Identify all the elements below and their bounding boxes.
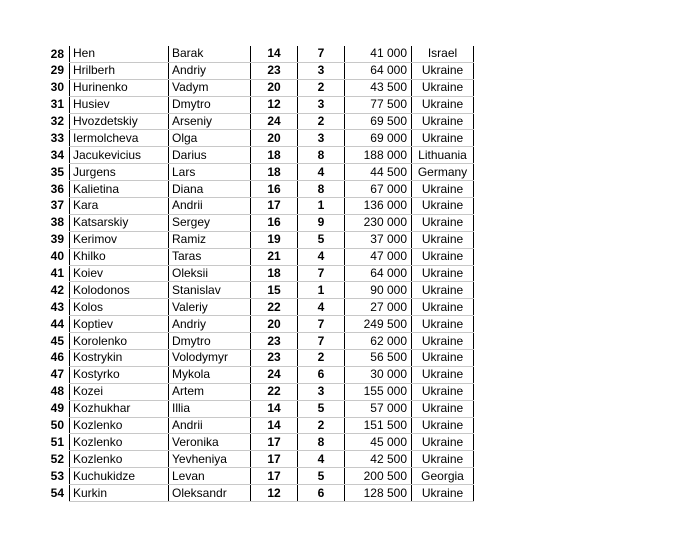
score-b-cell: 7 [298,265,345,282]
amount-cell: 64 000 [345,62,412,79]
amount-cell: 56 500 [345,350,412,367]
table-row [40,113,474,130]
country-cell: Ukraine [412,383,474,400]
amount-cell: 249 500 [345,316,412,333]
table-row [40,130,474,147]
country-cell: Ukraine [412,400,474,417]
row-number: 34 [50,147,64,162]
last-name-cell: Kostyrko [70,366,169,383]
amount-cell: 136 000 [345,198,412,215]
first-name-cell: Mykola [169,366,251,383]
last-name-cell: Hurinenko [70,79,169,96]
score-a-cell: 18 [251,147,298,164]
table-row [40,265,474,282]
last-name-cell: Kozei [70,383,169,400]
row-number: 29 [50,63,64,78]
row-number: 35 [50,164,64,179]
table-row [40,366,474,383]
score-a-cell: 20 [251,316,298,333]
row-number: 32 [50,114,64,128]
last-name-cell: Kozlenko [70,417,169,434]
first-name-cell: Andriy [169,62,251,79]
score-a-cell: 22 [251,299,298,316]
row-number: 40 [50,249,64,264]
country-cell: Ukraine [412,417,474,434]
last-name-cell: Jacukevicius [70,147,169,164]
country-cell: Ukraine [412,198,474,215]
amount-cell: 42 500 [345,451,412,468]
row-number: 45 [50,333,64,348]
score-a-cell: 20 [251,79,298,96]
last-name-cell: Jurgens [70,164,169,181]
score-b-cell: 3 [298,62,345,79]
score-b-cell: 5 [298,231,345,248]
country-cell: Ukraine [412,451,474,468]
table-row [40,434,474,451]
last-name-cell: Katsarskiy [70,214,169,231]
last-name-cell: Kostrykin [70,350,169,367]
country-cell: Ukraine [412,350,474,367]
first-name-cell: Andrii [169,417,251,434]
country-cell: Ukraine [412,96,474,113]
country-cell: Ukraine [412,79,474,96]
table-row [40,468,474,485]
table-row [40,147,474,164]
amount-cell: 200 500 [345,468,412,485]
score-b-cell: 6 [298,366,345,383]
last-name-cell: Kozlenko [70,434,169,451]
last-name-cell: Kozlenko [70,451,169,468]
amount-cell: 64 000 [345,265,412,282]
country-cell: Georgia [412,468,474,485]
score-a-cell: 17 [251,468,298,485]
country-cell: Ukraine [412,299,474,316]
score-a-cell: 15 [251,282,298,299]
score-b-cell: 1 [298,282,345,299]
table-row [40,181,474,198]
score-b-cell: 9 [298,214,345,231]
amount-cell: 27 000 [345,299,412,316]
row-number: 42 [50,282,64,297]
row-number: 31 [50,97,64,112]
amount-cell: 44 500 [345,164,412,181]
table-row [40,46,474,62]
last-name-cell: Koiev [70,265,169,282]
amount-cell: 62 000 [345,333,412,350]
score-a-cell: 19 [251,231,298,248]
score-a-cell: 12 [251,96,298,113]
score-b-cell: 3 [298,96,345,113]
first-name-cell: Diana [169,181,251,198]
amount-cell: 43 500 [345,79,412,96]
country-cell: Germany [412,164,474,181]
score-a-cell: 18 [251,164,298,181]
first-name-cell: Vadym [169,79,251,96]
last-name-cell: Kolos [70,299,169,316]
country-cell: Israel [412,46,474,62]
score-a-cell: 12 [251,485,298,502]
score-a-cell: 14 [251,400,298,417]
last-name-cell: Hvozdetskiy [70,113,169,130]
table-row [40,417,474,434]
first-name-cell: Ramiz [169,231,251,248]
first-name-cell: Dmytro [169,333,251,350]
country-cell: Ukraine [412,248,474,265]
last-name-cell: Khilko [70,248,169,265]
country-cell: Ukraine [412,282,474,299]
amount-cell: 30 000 [345,366,412,383]
score-a-cell: 23 [251,333,298,350]
table-row [40,62,474,79]
country-cell: Ukraine [412,214,474,231]
data-table [40,46,474,502]
score-b-cell: 8 [298,434,345,451]
amount-cell: 57 000 [345,400,412,417]
score-b-cell: 7 [298,333,345,350]
row-number: 48 [50,384,64,399]
last-name-cell: Hrilberh [70,62,169,79]
score-b-cell: 1 [298,198,345,215]
table-row [40,485,474,502]
score-a-cell: 21 [251,248,298,265]
score-a-cell: 23 [251,350,298,367]
amount-cell: 155 000 [345,383,412,400]
amount-cell: 69 500 [345,113,412,130]
score-a-cell: 18 [251,265,298,282]
row-number: 53 [50,468,64,483]
first-name-cell: Arseniy [169,113,251,130]
score-a-cell: 23 [251,62,298,79]
last-name-cell: Iermolcheva [70,130,169,147]
score-a-cell: 20 [251,130,298,147]
country-cell: Ukraine [412,62,474,79]
country-cell: Ukraine [412,366,474,383]
table-row [40,383,474,400]
table-row [40,333,474,350]
score-b-cell: 5 [298,400,345,417]
score-a-cell: 24 [251,366,298,383]
first-name-cell: Dmytro [169,96,251,113]
last-name-cell: Hen [70,46,169,62]
table-row [40,231,474,248]
score-b-cell: 3 [298,383,345,400]
score-a-cell: 16 [251,181,298,198]
score-b-cell: 4 [298,299,345,316]
score-b-cell: 2 [298,417,345,434]
last-name-cell: Kurkin [70,485,169,502]
amount-cell: 188 000 [345,147,412,164]
last-name-cell: Kolodonos [70,282,169,299]
score-b-cell: 8 [298,147,345,164]
row-number: 33 [50,130,64,145]
country-cell: Lithuania [412,147,474,164]
first-name-cell: Taras [169,248,251,265]
first-name-cell: Oleksandr [169,485,251,502]
first-name-cell: Valeriy [169,299,251,316]
first-name-cell: Illia [169,400,251,417]
score-a-cell: 14 [251,417,298,434]
score-b-cell: 2 [298,350,345,367]
score-a-cell: 17 [251,451,298,468]
table-row [40,214,474,231]
country-cell: Ukraine [412,333,474,350]
country-cell: Ukraine [412,265,474,282]
first-name-cell: Lars [169,164,251,181]
score-b-cell: 4 [298,451,345,468]
table-row [40,299,474,316]
score-a-cell: 14 [251,46,298,62]
last-name-cell: Kozhukhar [70,400,169,417]
row-number: 43 [50,299,64,314]
row-number: 46 [50,350,64,365]
amount-cell: 90 000 [345,282,412,299]
row-number: 49 [50,401,64,416]
score-b-cell: 8 [298,181,345,198]
row-number: 44 [50,316,64,331]
first-name-cell: Sergey [169,214,251,231]
row-number: 54 [50,485,64,500]
last-name-cell: Kuchukidze [70,468,169,485]
row-number: 30 [50,80,64,95]
score-a-cell: 22 [251,383,298,400]
score-a-cell: 17 [251,434,298,451]
country-cell: Ukraine [412,316,474,333]
row-number: 36 [50,181,64,196]
first-name-cell: Levan [169,468,251,485]
row-number: 52 [50,451,64,466]
score-a-cell: 17 [251,198,298,215]
country-cell: Ukraine [412,181,474,198]
last-name-cell: Husiev [70,96,169,113]
amount-cell: 41 000 [345,46,412,62]
score-b-cell: 2 [298,79,345,96]
first-name-cell: Andrii [169,198,251,215]
first-name-cell: Veronika [169,434,251,451]
last-name-cell: Kara [70,198,169,215]
row-number: 37 [50,198,64,213]
country-cell: Ukraine [412,113,474,130]
table-row [40,79,474,96]
score-a-cell: 24 [251,113,298,130]
table-row [40,248,474,265]
table-body [40,46,474,502]
amount-cell: 69 000 [345,130,412,147]
table-row [40,316,474,333]
table-row [40,198,474,215]
score-b-cell: 7 [298,46,345,62]
amount-cell: 151 500 [345,417,412,434]
first-name-cell: Volodymyr [169,350,251,367]
table-row [40,350,474,367]
first-name-cell: Artem [169,383,251,400]
first-name-cell: Yevheniya [169,451,251,468]
country-cell: Ukraine [412,485,474,502]
first-name-cell: Oleksii [169,265,251,282]
last-name-cell: Kalietina [70,181,169,198]
row-number: 51 [50,434,64,449]
amount-cell: 37 000 [345,231,412,248]
country-cell: Ukraine [412,130,474,147]
amount-cell: 77 500 [345,96,412,113]
amount-cell: 128 500 [345,485,412,502]
score-a-cell: 16 [251,214,298,231]
amount-cell: 230 000 [345,214,412,231]
first-name-cell: Andriy [169,316,251,333]
score-b-cell: 4 [298,248,345,265]
country-cell: Ukraine [412,231,474,248]
row-number: 47 [50,367,64,382]
table-row [40,96,474,113]
row-number: 50 [50,418,64,433]
score-b-cell: 3 [298,130,345,147]
score-b-cell: 2 [298,113,345,130]
score-b-cell: 4 [298,164,345,181]
score-b-cell: 6 [298,485,345,502]
first-name-cell: Stanislav [169,282,251,299]
amount-cell: 47 000 [345,248,412,265]
row-number: 28 [50,46,64,61]
amount-cell: 45 000 [345,434,412,451]
last-name-cell: Kerimov [70,231,169,248]
last-name-cell: Koptiev [70,316,169,333]
country-cell: Ukraine [412,434,474,451]
score-b-cell: 7 [298,316,345,333]
first-name-cell: Barak [169,46,251,62]
table-row [40,400,474,417]
row-number: 38 [50,215,64,230]
first-name-cell: Darius [169,147,251,164]
last-name-cell: Korolenko [70,333,169,350]
table-row [40,282,474,299]
first-name-cell: Olga [169,130,251,147]
row-number: 39 [50,232,64,247]
row-number: 41 [50,266,64,281]
table-row [40,164,474,181]
table-row [40,451,474,468]
amount-cell: 67 000 [345,181,412,198]
score-b-cell: 5 [298,468,345,485]
